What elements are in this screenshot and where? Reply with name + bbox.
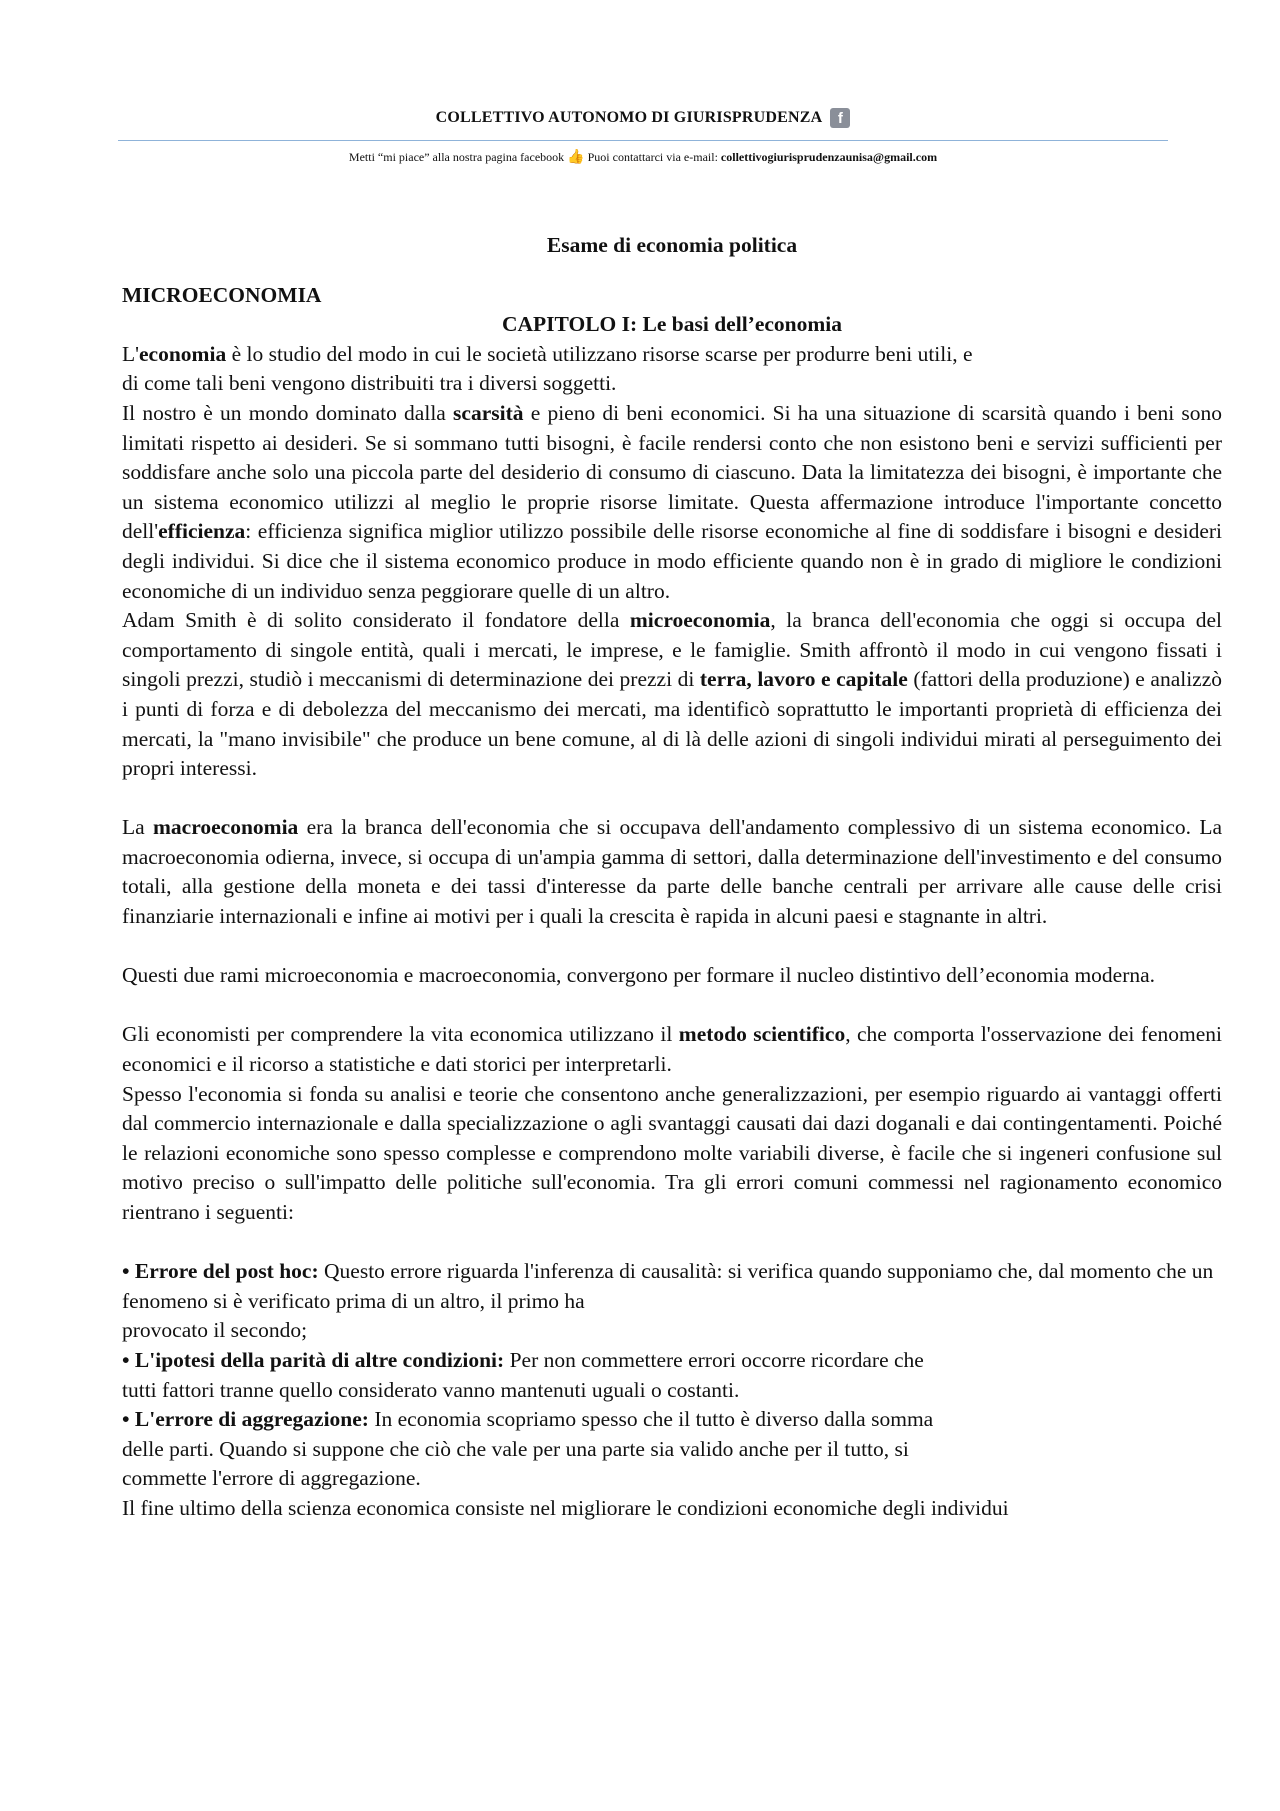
thumbs-up-icon[interactable]: 👍 — [567, 149, 585, 165]
like-text: Metti “mi piace” alla nostra pagina facebook — [348, 150, 565, 164]
paragraph: Questi due rami microeconomia e macroeconomia, convergono per formare il nucleo distintivo dell’economia moderna. — [122, 963, 1156, 988]
chapter-heading: CAPITOLO I: Le basi dell’economia — [501, 312, 843, 337]
paragraph: Adam Smith è di solito considerato il fondatore della microeconomia, la branca dell'economia che oggi si occupa del comportamento di singole entità, quali i mercati, le imprese, e le famiglie. Smith affrontò il modo in cui vengono fissati i singoli prezzi, studiò i meccanismi di determinazione dei prezzi di terra, lavoro e capitale (fattori della produzione) e analizzò i punti di forza e di debolezza del meccanismo dei mercati, ma identificò soprattutto le importanti proprietà di efficienza dei mercati, la "mano invisibile" che produce un bene comune, al di là delle azioni di singoli individui mirati al perseguimento dei propri interessi. — [122, 608, 1223, 781]
paragraph: Gli economisti per comprendere la vita economica utilizzano il metodo scientifico, che comporta l'osservazione dei fenomeni economici e il ricorso a statistiche e dati storici per interpretarli. — [122, 1022, 1223, 1077]
org-name: COLLETTIVO AUTONOMO DI GIURISPRUDENZA — [435, 109, 823, 126]
contact-line — [118, 149, 1168, 165]
list-item: • Errore del post hoc: Questo errore riguarda l'inferenza di causalità: si verifica quando supponiamo che, dal momento che un fenomeno si è verificato prima di un altro, il primo ha provocato il secondo; — [122, 1259, 1214, 1343]
section-heading: MICROECONOMIA — [122, 282, 322, 307]
document-body — [122, 231, 1222, 1524]
paragraph: Spesso l'economia si fonda su analisi e teorie che consentono anche generalizzazioni, per esempio riguardo ai vantaggi offerti dal commercio internazionale e dalla specializzazione o agli svantaggi causati dai dazi doganali e dai contingentamenti. Poiché le relazioni economiche sono spesso complesse e comprendono molte variabili diverse, è facile che si ingeneri confusione sul motivo preciso o sull'impatto delle politiche sull'economia. Tra gli errori comuni commessi nel ragionamento economico rientrano i seguenti: — [122, 1081, 1222, 1224]
email-link[interactable]: collettivogiurisprudenzaunisa@gmail.com — [720, 150, 938, 164]
page-header — [118, 108, 1168, 128]
paragraph: L'economia è lo studio del modo in cui le società utilizzano risorse scarse per produrre beni utili, e di come tali beni vengono distribuiti tra i diversi soggetti. — [122, 341, 973, 396]
contact-text: Puoi contattarci via e-mail: — [587, 150, 718, 164]
paragraph: Il nostro è un mondo dominato dalla scarsità e pieno di beni economici. Si ha una situazione di scarsità quando i beni sono limitati rispetto ai desideri. Se si sommano tutti bisogni, è facile rendersi conto che non esistono beni e servizi sufficienti per soddisfare anche solo una piccola parte del desiderio di consumo di ciascuno. Data la limitatezza dei bisogni, è importante che un sistema economico utilizzi al meglio le proprie risorse limitate. Questa affermazione introduce l'importante concetto dell'efficienza: efficienza significa miglior utilizzo possibile delle risorse economiche al fine di soddisfare i bisogni e desideri degli individui. Si dice che il sistema economico produce in modo efficiente quando non è in grado di migliore le condizioni economiche di un individuo senza peggiorare quelle di un altro. — [122, 400, 1222, 603]
paragraph: Il fine ultimo della scienza economica consiste nel migliorare le condizioni economiche degli individui — [122, 1495, 1009, 1520]
header-divider — [118, 140, 1168, 141]
paragraph: La macroeconomia era la branca dell'economia che si occupava dell'andamento complessivo di un sistema economico. La macroeconomia odierna, invece, si occupa di un'ampia gamma di settori, dalla determinazione dell'investimento e del consumo totali, alla gestione della moneta e dei tassi d'interesse da parte delle banche centrali per arrivare alle cause delle crisi finanziarie internazionali e infine ai motivi per i quali la crescita è rapida in alcuni paesi e stagnante in altri. — [122, 815, 1222, 929]
facebook-icon[interactable]: f — [830, 108, 850, 128]
page-title: Esame di economia politica — [546, 233, 798, 257]
list-item: • L'ipotesi della parità di altre condizioni: Per non commettere errori occorre ricordare che tutti fattori tranne quello considerato vanno mantenuti uguali o costanti. — [122, 1347, 924, 1402]
list-item: • L'errore di aggregazione: In economia scopriamo spesso che il tutto è diverso dalla somma delle parti. Quando si suppone che ciò che vale per una parte sia valido anche per il tutto, si commette l'errore di aggregazione. — [122, 1407, 934, 1491]
